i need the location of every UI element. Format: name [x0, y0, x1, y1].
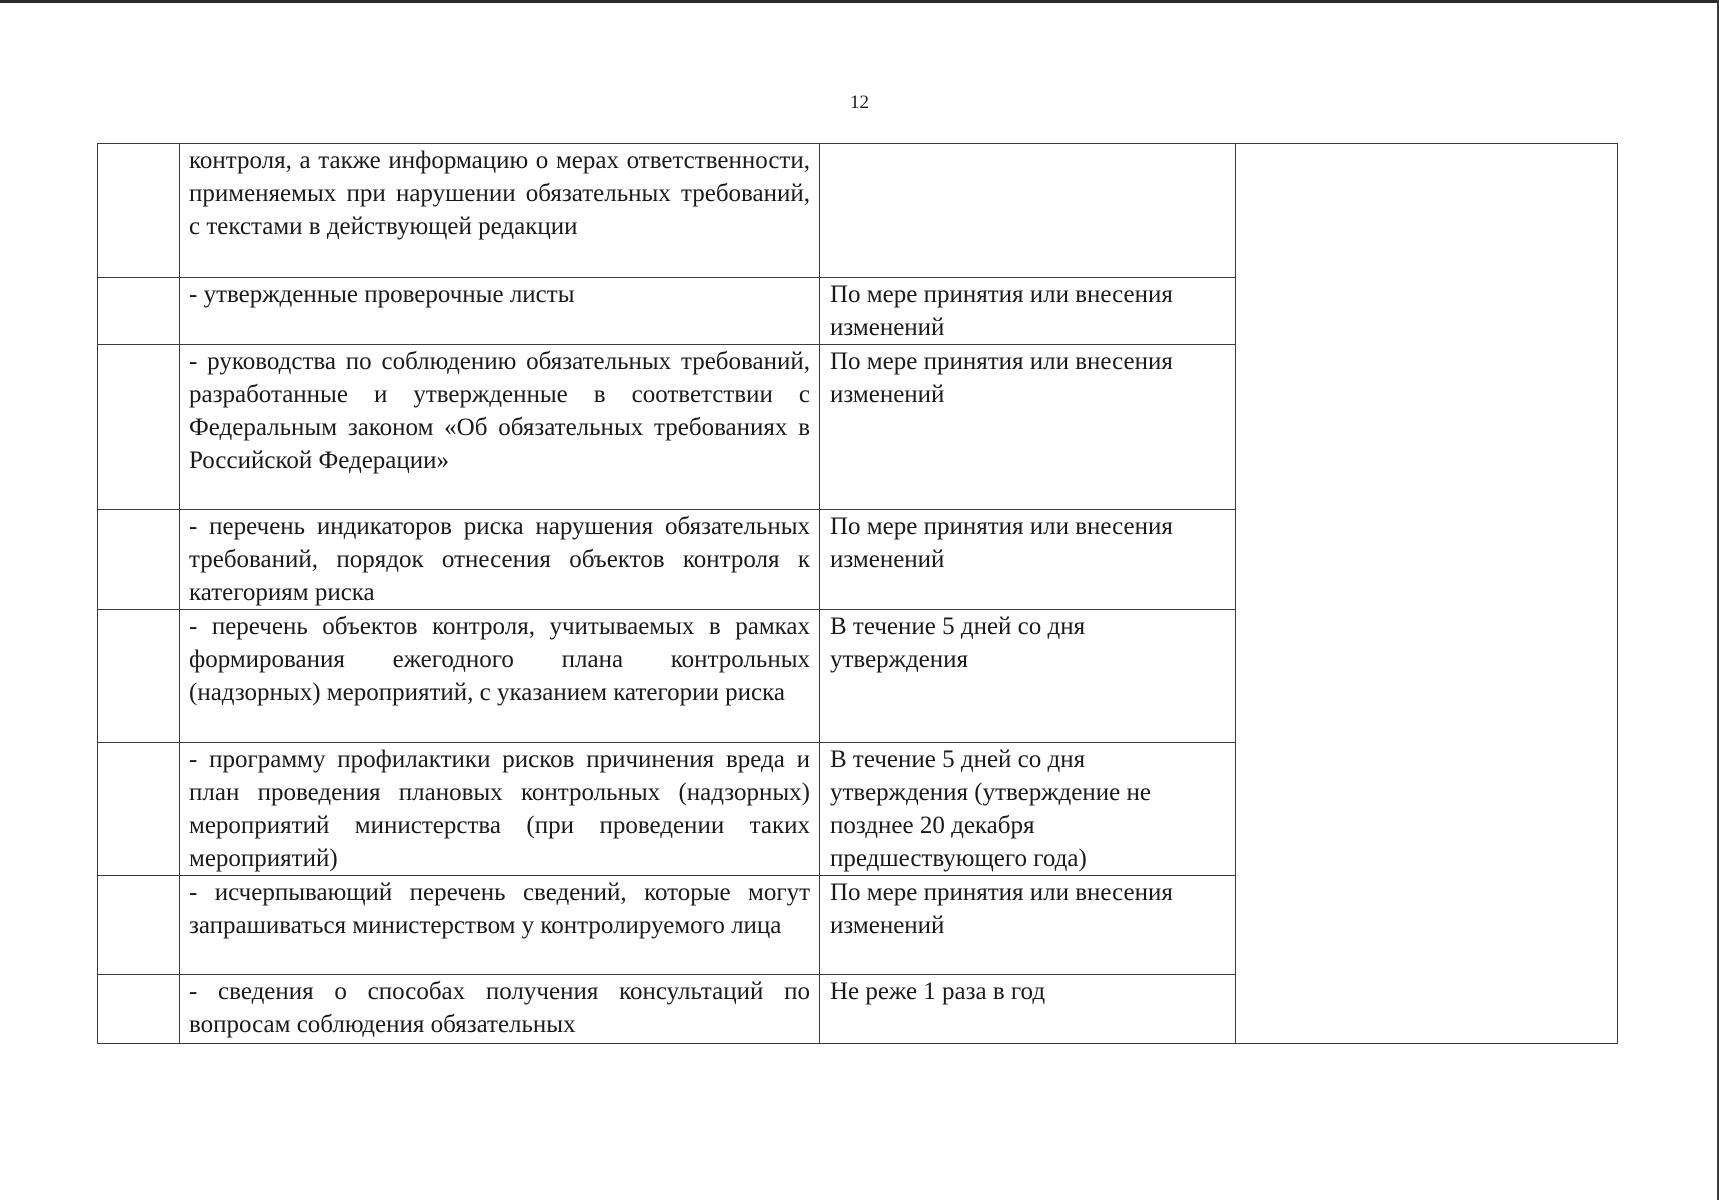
row-number-cell [98, 510, 180, 610]
measure-description: - перечень индикаторов риска нарушения обязательных требований, порядок отнесения объектов контроля к категориям риска [180, 510, 820, 610]
measure-description: - программу профилактики рисков причинения вреда и план проведения плановых контрольных (надзорных) мероприятий министерства (при проведении таких мероприятий) [180, 743, 820, 876]
measure-term: По мере принятия или внесения изменений [820, 510, 1236, 610]
measure-term: По мере принятия или внесения изменений [820, 278, 1236, 345]
row-number-cell [98, 345, 180, 510]
measure-description: - сведения о способах получения консультаций по вопросам соблюдения обязательных [180, 975, 820, 1044]
measure-description: - утвержденные проверочные листы [180, 278, 820, 345]
table-row [98, 144, 1618, 278]
measure-description: - перечень объектов контроля, учитываемых в рамках формирования ежегодного плана контрольных (надзорных) мероприятий, с указанием категории риска [180, 610, 820, 743]
measure-term: Не реже 1 раза в год [820, 975, 1236, 1044]
page-number: 12 [850, 92, 869, 113]
scan-edge-top [0, 0, 1719, 3]
measure-term: В течение 5 дней со дня утверждения [820, 610, 1236, 743]
row-number-cell [98, 743, 180, 876]
measures-table [97, 143, 1618, 1044]
row-number-cell [98, 610, 180, 743]
row-number-cell [98, 975, 180, 1044]
measure-term [820, 144, 1236, 278]
measure-description: - исчерпывающий перечень сведений, которые могут запрашиваться министерством у контролируемого лица [180, 876, 820, 975]
responsible-cell [1236, 144, 1618, 1044]
row-number-cell [98, 278, 180, 345]
row-number-cell [98, 144, 180, 278]
measure-term: По мере принятия или внесения изменений [820, 876, 1236, 975]
measure-term: По мере принятия или внесения изменений [820, 345, 1236, 510]
measure-description: - руководства по соблюдению обязательных требований, разработанные и утвержденные в соответствии с Федеральным законом «Об обязательных требованиях в Российской Федерации» [180, 345, 820, 510]
measure-description: контроля, а также информацию о мерах ответственности, применяемых при нарушении обязательных требований, с текстами в действующей редакции [180, 144, 820, 278]
measure-term: В течение 5 дней со дня утверждения (утверждение не позднее 20 декабря предшествующего года) [820, 743, 1236, 876]
row-number-cell [98, 876, 180, 975]
